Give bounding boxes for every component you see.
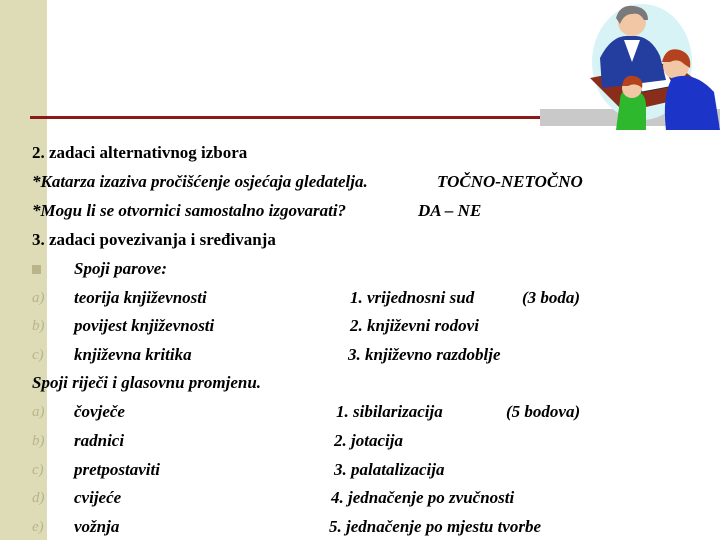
bullet-square-icon bbox=[32, 265, 41, 274]
example-1-answer: TOČNO-NETOČNO bbox=[437, 172, 583, 191]
task-1-right-item-1: 1. vrijednosni sud bbox=[350, 288, 475, 307]
task-2-instruction: Spoji riječi i glasovnu promjenu. bbox=[32, 373, 262, 392]
task-2-marker-b: b) bbox=[32, 433, 45, 449]
task-2-left-item-c: pretpostaviti bbox=[74, 460, 160, 479]
task-1-right-item-3: 3. književno razdoblje bbox=[348, 345, 501, 364]
task-2-left-item-b: radnici bbox=[74, 431, 125, 450]
task-2-marker-a: a) bbox=[32, 404, 45, 420]
example-1-statement: *Katarza izaziva pročišćenje osjećaja gledatelja. bbox=[32, 172, 368, 191]
task-2-right-item-5: 5. jednačenje po mjestu tvorbe bbox=[329, 517, 542, 536]
task-2-marker-e: e) bbox=[32, 519, 44, 535]
task-2-right-item-1: 1. sibilarizacija bbox=[336, 402, 443, 421]
task-1-instruction: Spoji parove: bbox=[74, 259, 168, 278]
example-2-question: *Mogu li se otvornici samostalno izgovarati? bbox=[32, 201, 347, 220]
heading-alternative-choice: 2. zadaci alternativnog izbora bbox=[32, 143, 248, 162]
task-2-right-item-4: 4. jednačenje po zvučnosti bbox=[331, 488, 515, 507]
task-2-right-item-2: 2. jotacija bbox=[334, 431, 403, 450]
task-2-marker-d: d) bbox=[32, 490, 45, 506]
task-1-left-item-a: teorija književnosti bbox=[74, 288, 207, 307]
task-1-right-item-2: 2. književni rodovi bbox=[350, 316, 479, 335]
task-1-marker-a: a) bbox=[32, 290, 45, 306]
task-1-left-item-b: povijest književnosti bbox=[74, 316, 215, 335]
task-1-marker-b: b) bbox=[32, 318, 45, 334]
task-2-right-item-3: 3. palatalizacija bbox=[334, 460, 445, 479]
task-2-marker-c: c) bbox=[32, 462, 44, 478]
task-1-points: (3 boda) bbox=[522, 288, 581, 307]
heading-matching-ordering: 3. zadaci povezivanja i sređivanja bbox=[32, 230, 276, 249]
task-1-left-item-c: književna kritika bbox=[74, 345, 192, 364]
task-2-points: (5 bodova) bbox=[506, 402, 581, 421]
example-2-answer: DA – NE bbox=[418, 201, 482, 220]
task-1-marker-c: c) bbox=[32, 347, 44, 363]
task-2-left-item-d: cvijeće bbox=[74, 488, 122, 507]
task-2-left-item-a: čovječe bbox=[74, 402, 125, 421]
task-2-left-item-e: vožnja bbox=[74, 517, 120, 536]
